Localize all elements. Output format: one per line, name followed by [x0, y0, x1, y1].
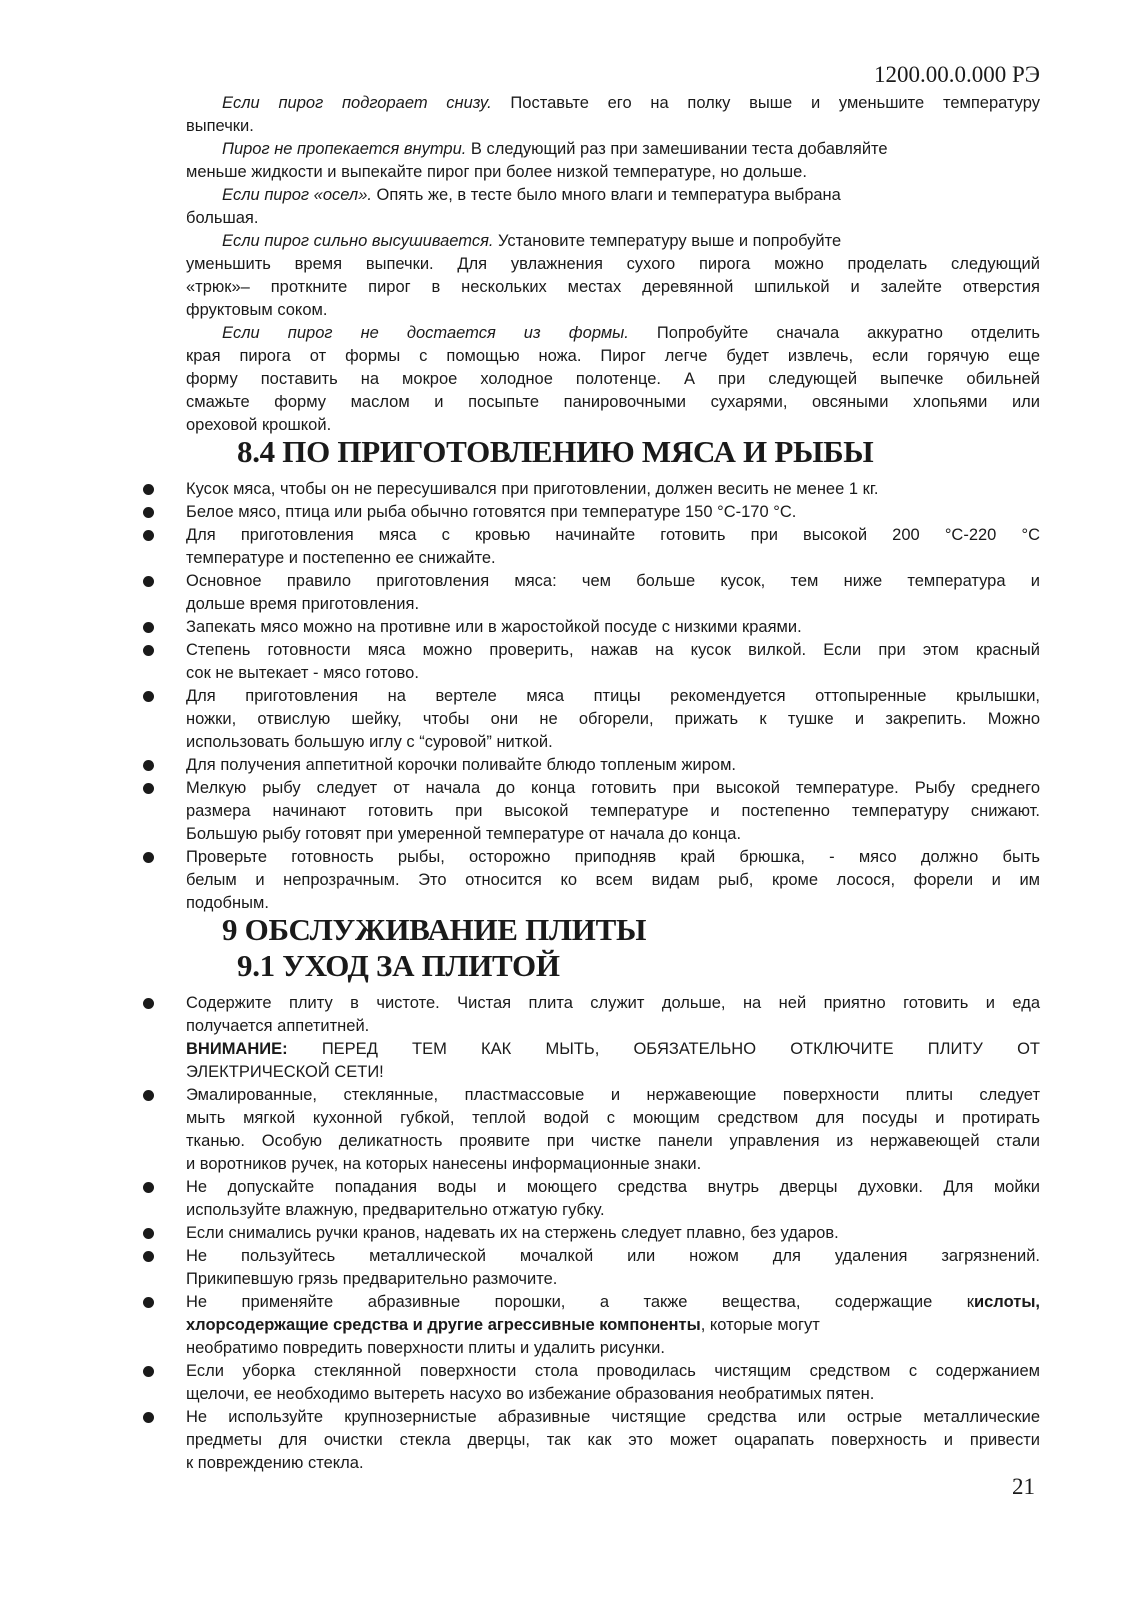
italic-lead: Если пирог не достается из формы. [222, 324, 629, 342]
paragraph [186, 1222, 1040, 1245]
bullet-icon [143, 1412, 154, 1423]
list-item [186, 1245, 1040, 1291]
text-run: Прикипевшую грязь предварительно размочите. [186, 1270, 558, 1288]
bullet-icon [143, 576, 154, 587]
text-line [186, 92, 1040, 115]
list-item [186, 1176, 1040, 1222]
text-line [186, 1245, 1040, 1268]
text-line [186, 754, 1040, 777]
bullet-icon [143, 530, 154, 541]
text-line [186, 800, 1040, 823]
text-run: Для приготовления мяса с кровью начинайте готовить при высокой 200 °С-220 °С [186, 526, 1040, 544]
text-line [186, 1406, 1040, 1429]
text-run: получается аппетитней. [186, 1017, 370, 1035]
paragraph [186, 570, 1040, 616]
text-line [186, 1176, 1040, 1199]
text-run: подобным. [186, 894, 269, 912]
text-run: Проверьте готовность рыбы, осторожно приподняв край брюшка, - мясо должно быть [186, 848, 1040, 866]
list-item [186, 1406, 1040, 1475]
text-run: выпечки. [186, 117, 254, 135]
list-item [186, 685, 1040, 754]
text-line [186, 1153, 1040, 1176]
text-run: дольше время приготовления. [186, 595, 420, 613]
text-line [186, 184, 1040, 207]
bullet-icon [143, 1182, 154, 1193]
text-run: Кусок мяса, чтобы он не пересушивался при приготовлении, должен весить не менее 1 кг. [186, 480, 879, 498]
list-item [186, 992, 1040, 1084]
text-run: к повреждению стекла. [186, 1454, 364, 1472]
text-line [186, 662, 1040, 685]
paragraph [186, 685, 1040, 754]
text-run: , которые могут [700, 1316, 820, 1334]
text-run: использовать большую иглу с “суровой” ниткой. [186, 733, 553, 751]
text-run: Для приготовления на вертеле мяса птицы рекомендуется оттопыренные крылышки, [186, 687, 1040, 705]
text-run: Не допускайте попадания воды и моющего средства внутрь дверцы духовки. Для мойки [186, 1178, 1040, 1196]
text-line [186, 593, 1040, 616]
text-run: ножки, отвислую шейку, чтобы они не обгорели, прижать к тушке и закрепить. Можно [186, 710, 1040, 728]
paragraph [186, 992, 1040, 1038]
bullet-icon [143, 1090, 154, 1101]
text-run: Поставьте его на полку выше и уменьшите температуру [491, 94, 1040, 112]
text-run: Содержите плиту в чистоте. Чистая плита служит дольше, на ней приятно готовить и еда [186, 994, 1040, 1012]
paragraph [186, 322, 1040, 437]
text-run: размера начинают готовить при высокой температуре и постепенно температуру снижают. [186, 802, 1040, 820]
text-run: Опять же, в тесте было много влаги и температура выбрана [371, 186, 841, 204]
text-line [186, 1199, 1040, 1222]
text-run: необратимо повредить поверхности плиты и удалить рисунки. [186, 1339, 665, 1357]
text-line [186, 1268, 1040, 1291]
text-run: форму поставить на мокрое холодное полотенце. А при следующей выпечке обильней [186, 370, 1040, 388]
bullet-icon [143, 507, 154, 518]
section-heading-8-4: 8.4 ПО ПРИГОТОВЛЕНИЮ МЯСА И РЫБЫ [237, 434, 874, 469]
italic-lead: Если пирог подгорает снизу. [222, 94, 492, 112]
text-line [186, 524, 1040, 547]
text-run: большая. [186, 209, 259, 227]
text-run: Мелкую рыбу следует от начала до конца готовить при высокой температуре. Рыбу среднего [186, 779, 1040, 797]
text-line [186, 1452, 1040, 1475]
text-line [186, 708, 1040, 731]
text-run: ореховой крошкой. [186, 416, 332, 434]
text-run: Белое мясо, птица или рыба обычно готовятся при температуре 150 °С-170 °С. [186, 503, 797, 521]
text-run: В следующий раз при замешивании теста добавляйте [466, 140, 888, 158]
text-line [186, 639, 1040, 662]
text-run: белым и непрозрачным. Это относится ко всем видам рыб, кроме лосося, форели и им [186, 871, 1040, 889]
paragraph [186, 1084, 1040, 1176]
list-item [186, 524, 1040, 570]
text-line [186, 138, 1040, 161]
text-line [186, 570, 1040, 593]
bullet-icon [143, 484, 154, 495]
list-item [186, 478, 1040, 501]
text-line [186, 1084, 1040, 1107]
text-run: и воротников ручек, на которых нанесены информационные знаки. [186, 1155, 702, 1173]
list-item [186, 501, 1040, 524]
italic-lead: Если пирог сильно высушивается. [222, 232, 494, 250]
text-line [186, 1061, 1040, 1084]
bullet-icon [143, 1251, 154, 1262]
paragraph [186, 184, 1040, 230]
text-run: предметы для очистки стекла дверцы, так как это может оцарапать поверхность и привести [186, 1431, 1040, 1449]
bold-text: ВНИМАНИЕ: [186, 1040, 288, 1058]
text-run: Если уборка стеклянной поверхности стола проводилась чистящим средством с содержанием [186, 1362, 1040, 1380]
paragraph [186, 754, 1040, 777]
paragraph [186, 1291, 1040, 1360]
list-item [186, 846, 1040, 915]
text-run: меньше жидкости и выпекайте пирог при более низкой температуре, но дольше. [186, 163, 807, 181]
list-item [186, 777, 1040, 846]
text-line [186, 1222, 1040, 1245]
text-run: температуре и постепенно ее снижайте. [186, 549, 496, 567]
list-item [186, 1291, 1040, 1360]
paragraph [186, 138, 1040, 184]
text-run: «трюк»– проткните пирог в нескольких местах деревянной шпилькой и залейте отверстия [186, 278, 1040, 296]
text-run: ЭЛЕКТРИЧЕСКОЙ СЕТИ! [186, 1063, 384, 1081]
section-heading-9: 9 ОБСЛУЖИВАНИЕ ПЛИТЫ [222, 912, 647, 947]
text-run: Не пользуйтесь металлической мочалкой или ножом для удаления загрязнений. [186, 1247, 1040, 1265]
text-line [186, 616, 1040, 639]
text-run: Не используйте крупнозернистые абразивные чистящие средства или острые металлические [186, 1408, 1040, 1426]
text-run: Установите температуру выше и попробуйте [493, 232, 842, 250]
text-run: ПЕРЕД ТЕМ КАК МЫТЬ, ОБЯЗАТЕЛЬНО ОТКЛЮЧИТЕ ПЛИТУ ОТ [287, 1040, 1040, 1058]
text-run: сок не вытекает - мясо готово. [186, 664, 419, 682]
text-run: Для получения аппетитной корочки поливайте блюдо топленым жиром. [186, 756, 737, 774]
paragraph [186, 1038, 1040, 1084]
text-line [186, 501, 1040, 524]
list-item [186, 754, 1040, 777]
text-line [186, 1038, 1040, 1061]
text-line [186, 230, 1040, 253]
bullet-icon [143, 1366, 154, 1377]
text-run: Попробуйте сначала аккуратно отделить [628, 324, 1040, 342]
text-run: фруктовым соком. [186, 301, 328, 319]
text-run: уменьшить время выпечки. Для увлажнения сухого пирога можно проделать следующий [186, 255, 1040, 273]
text-line [186, 368, 1040, 391]
list-item [186, 1360, 1040, 1406]
paragraph [186, 846, 1040, 915]
text-line [186, 207, 1040, 230]
italic-lead: Пирог не пропекается внутри. [222, 140, 467, 158]
italic-lead: Если пирог «осел». [222, 186, 372, 204]
bold-text: хлорсодержащие средства и другие агрессивные компоненты [186, 1316, 701, 1334]
text-line [186, 869, 1040, 892]
text-line [186, 299, 1040, 322]
text-line [186, 115, 1040, 138]
text-line [186, 992, 1040, 1015]
bullet-icon [143, 852, 154, 863]
paragraph [186, 524, 1040, 570]
bold-text: ислоты, [973, 1293, 1040, 1311]
text-line [186, 731, 1040, 754]
text-line [186, 253, 1040, 276]
paragraph [186, 1406, 1040, 1475]
text-line [186, 846, 1040, 869]
text-line [186, 1107, 1040, 1130]
bullet-icon [143, 622, 154, 633]
list-item [186, 1222, 1040, 1245]
text-run: Эмалированные, стеклянные, пластмассовые и нержавеющие поверхности плиты следует [186, 1086, 1040, 1104]
paragraph [186, 1176, 1040, 1222]
text-line [186, 1130, 1040, 1153]
bullet-icon [143, 1297, 154, 1308]
text-line [186, 685, 1040, 708]
text-run: Запекать мясо можно на противне или в жаростойкой посуде с низкими краями. [186, 618, 802, 636]
list-item [186, 1084, 1040, 1176]
text-line [186, 1360, 1040, 1383]
paragraph [186, 777, 1040, 846]
section-8-4-list [186, 478, 1040, 915]
paragraph [186, 1360, 1040, 1406]
text-run: Не применяйте абразивные порошки, а также вещества, содержащие к [186, 1293, 974, 1311]
text-run: мыть мягкой кухонной губкой, теплой водой с моющим средством для посуды и протирать [186, 1109, 1040, 1127]
paragraph [186, 616, 1040, 639]
text-line [186, 1291, 1040, 1314]
bullet-icon [143, 1228, 154, 1239]
text-line [186, 322, 1040, 345]
bullet-icon [143, 691, 154, 702]
text-line [186, 823, 1040, 846]
intro-paragraphs [186, 92, 1040, 437]
text-run: Степень готовности мяса можно проверить, нажав на кусок вилкой. Если при этом красный [186, 641, 1040, 659]
bullet-icon [143, 783, 154, 794]
text-run: смажьте форму маслом и посыпьте панировочными сухарями, овсяными хлопьями или [186, 393, 1040, 411]
text-line [186, 276, 1040, 299]
text-run: тканью. Особую деликатность проявите при чистке панели управления из нержавеющей стали [186, 1132, 1040, 1150]
text-run: Большую рыбу готовят при умеренной температуре от начала до конца. [186, 825, 742, 843]
text-line [186, 161, 1040, 184]
text-run: края пирога от формы с помощью ножа. Пирог легче будет извлечь, если горячую еще [186, 347, 1040, 365]
paragraph [186, 230, 1040, 322]
text-run: Если снимались ручки кранов, надевать их на стержень следует плавно, без ударов. [186, 1224, 839, 1242]
text-line [186, 345, 1040, 368]
paragraph [186, 92, 1040, 138]
paragraph [186, 501, 1040, 524]
page-number: 21 [1012, 1474, 1035, 1499]
text-line [186, 777, 1040, 800]
bullet-icon [143, 645, 154, 656]
text-line [186, 1337, 1040, 1360]
text-run: щелочи, ее необходимо вытереть насухо во избежание образования необратимых пятен. [186, 1385, 875, 1403]
text-line [186, 1314, 1040, 1337]
text-line [186, 1015, 1040, 1038]
document-code: 1200.00.0.000 РЭ [874, 62, 1040, 87]
paragraph [186, 639, 1040, 685]
paragraph [186, 1245, 1040, 1291]
text-line [186, 478, 1040, 501]
section-heading-9-1: 9.1 УХОД ЗА ПЛИТОЙ [237, 948, 560, 983]
text-line [186, 391, 1040, 414]
bullet-icon [143, 760, 154, 771]
text-run: используйте влажную, предварительно отжатую губку. [186, 1201, 605, 1219]
list-item [186, 639, 1040, 685]
text-line [186, 1429, 1040, 1452]
bullet-icon [143, 998, 154, 1009]
text-line [186, 1383, 1040, 1406]
paragraph [186, 478, 1040, 501]
list-item [186, 616, 1040, 639]
text-run: Основное правило приготовления мяса: чем больше кусок, тем ниже температура и [186, 572, 1040, 590]
text-line [186, 547, 1040, 570]
section-9-1-list [186, 992, 1040, 1475]
list-item [186, 570, 1040, 616]
